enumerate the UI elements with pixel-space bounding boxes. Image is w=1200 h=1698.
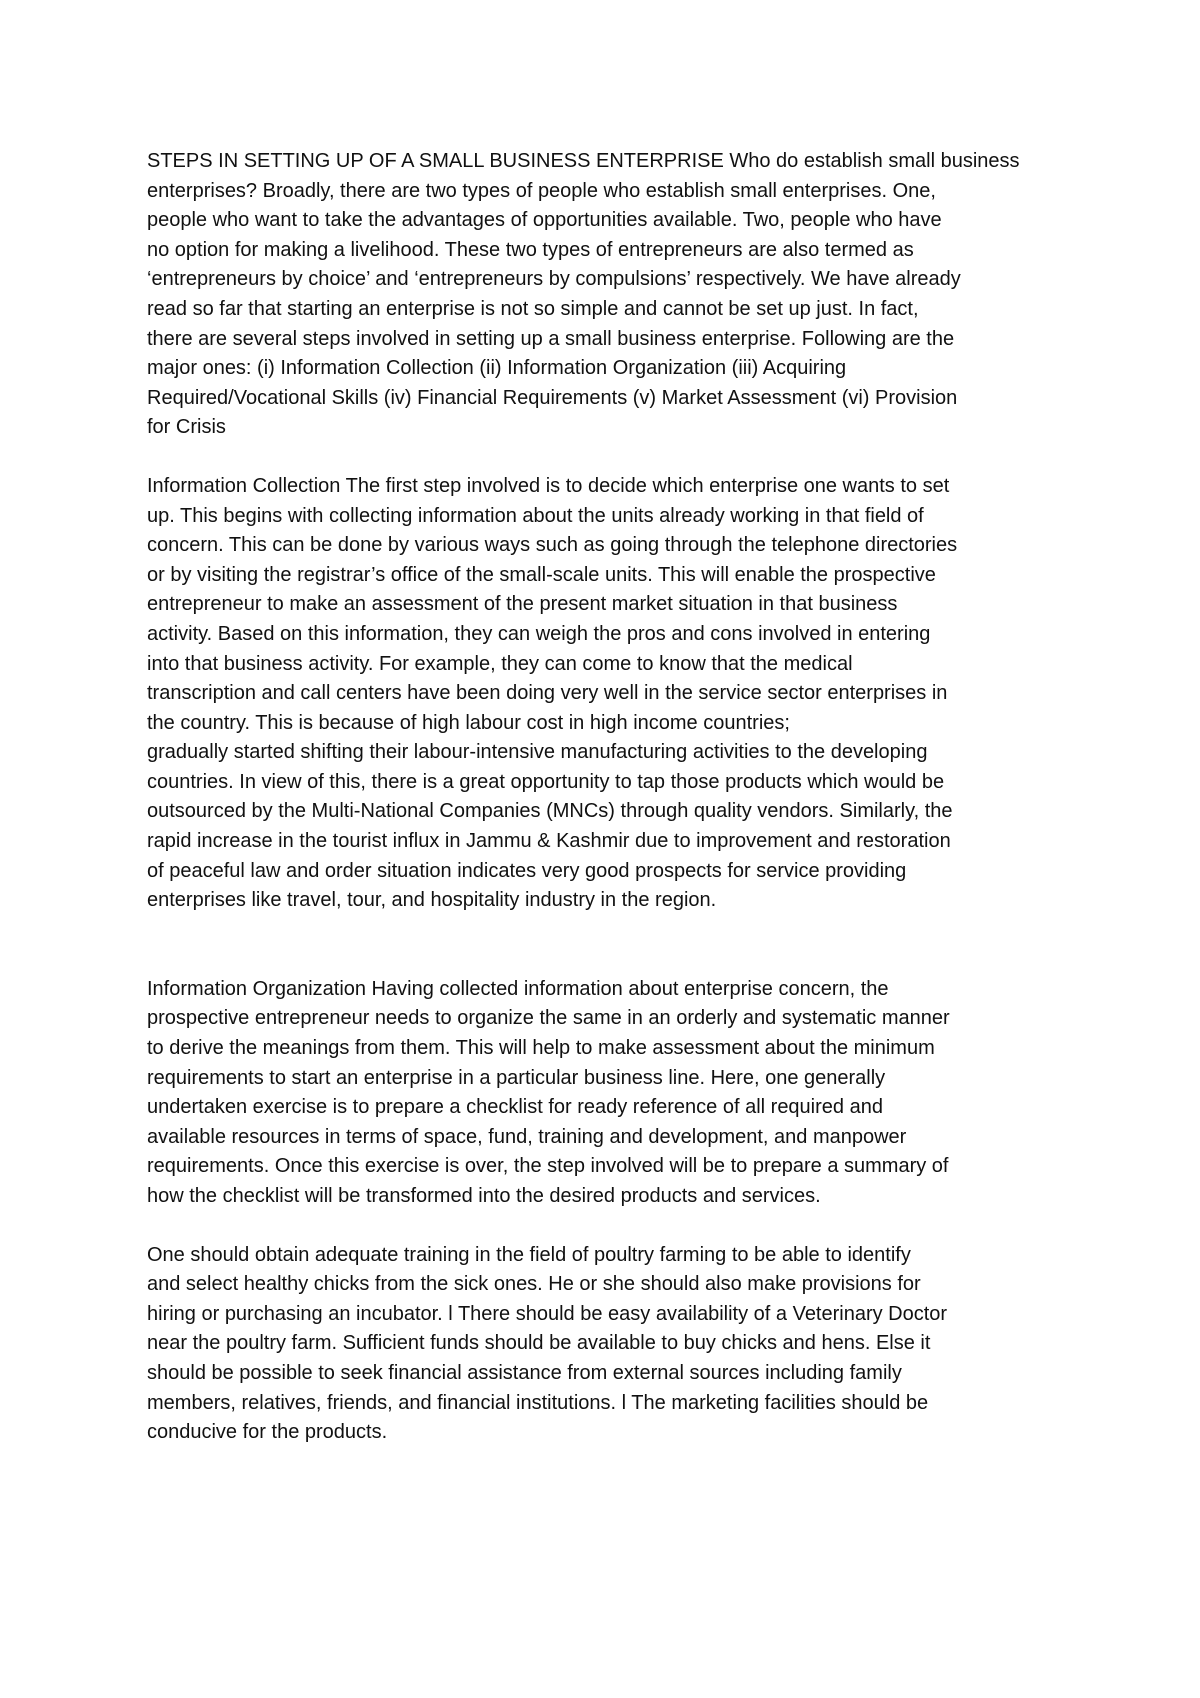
paragraph-spacer — [147, 916, 1072, 975]
paragraph-poultry-training: One should obtain adequate training in the field of poultry farming to be able to identify and select healthy chicks from the sick ones. He or she should also make provisions for hiring or purchasing an incubator. l There should be easy availability of a Veterinary Doctor near the poultry farm. Sufficient funds should be available to buy chicks and hens. Else it should be possible to seek financial assistance from external sources including family members, relatives, friends, and financial institutions. l The marketing facilities should be conducive for the products. — [147, 1243, 948, 1444]
paragraph-spacer — [147, 1212, 1072, 1241]
document-body — [147, 147, 1072, 1448]
paragraph-steps-intro: STEPS IN SETTING UP OF A SMALL BUSINESS ENTERPRISE Who do establish small business enterprises? Broadly, there are two types of people who establish small enterprises. One, people who want to take the advantages of opportunities available. Two, people who have no option for making a livelihood. These two types of entrepreneurs are also termed as ‘entrepreneurs by choice’ and ‘entrepreneurs by compulsions’ respectively. We have already read so far that starting an enterprise is not so simple and cannot be set up just. In fact, there are several steps involved in setting up a small business enterprise. Following are the major ones: (i) Information Collection (ii) Information Organization (iii) Acquiring Required/Vocational Skills (iv) Financial Requirements (v) Market Assessment (vi) Provision for Crisis — [147, 150, 1020, 439]
paragraph-spacer — [147, 443, 1072, 472]
paragraph-information-collection: Information Collection The first step involved is to decide which enterprise one wants to set up. This begins with collecting information about the units already working in that field of concern. This can be done by various ways such as going through the telephone directories or by visiting the registrar’s office of the small-scale units. This will enable the prospective entrepreneur to make an assessment of the present market situation in that business activity. Based on this information, they can weigh the pros and cons involved in entering into that business activity. For example, they can come to know that the medical transcription and call centers have been doing very well in the service sector enterprises in the country. This is because of high labour cost in high income countries; gradually started shifting their labour-intensive manufacturing activities to the developing countries. In view of this, there is a great opportunity to tap those products which would be outsourced by the Multi-National Companies (MNCs) through quality vendors. Similarly, the rapid increase in the tourist influx in Jammu & Kashmir due to improvement and restoration of peaceful law and order situation indicates very good prospects for service providing enterprises like travel, tour, and hospitality industry in the region. — [147, 474, 958, 912]
paragraph-information-organization: Information Organization Having collected information about enterprise concern, the prospective entrepreneur needs to organize the same in an orderly and systematic manner to derive the meanings from them. This will help to make assessment about the minimum requirements to start an enterprise in a particular business line. Here, one generally undertaken exercise is to prepare a checklist for ready reference of all required and available resources in terms of space, fund, training and development, and manpower requirements. Once this exercise is over, the step involved will be to prepare a summary of how the checklist will be transformed into the desired products and services. — [147, 977, 950, 1207]
